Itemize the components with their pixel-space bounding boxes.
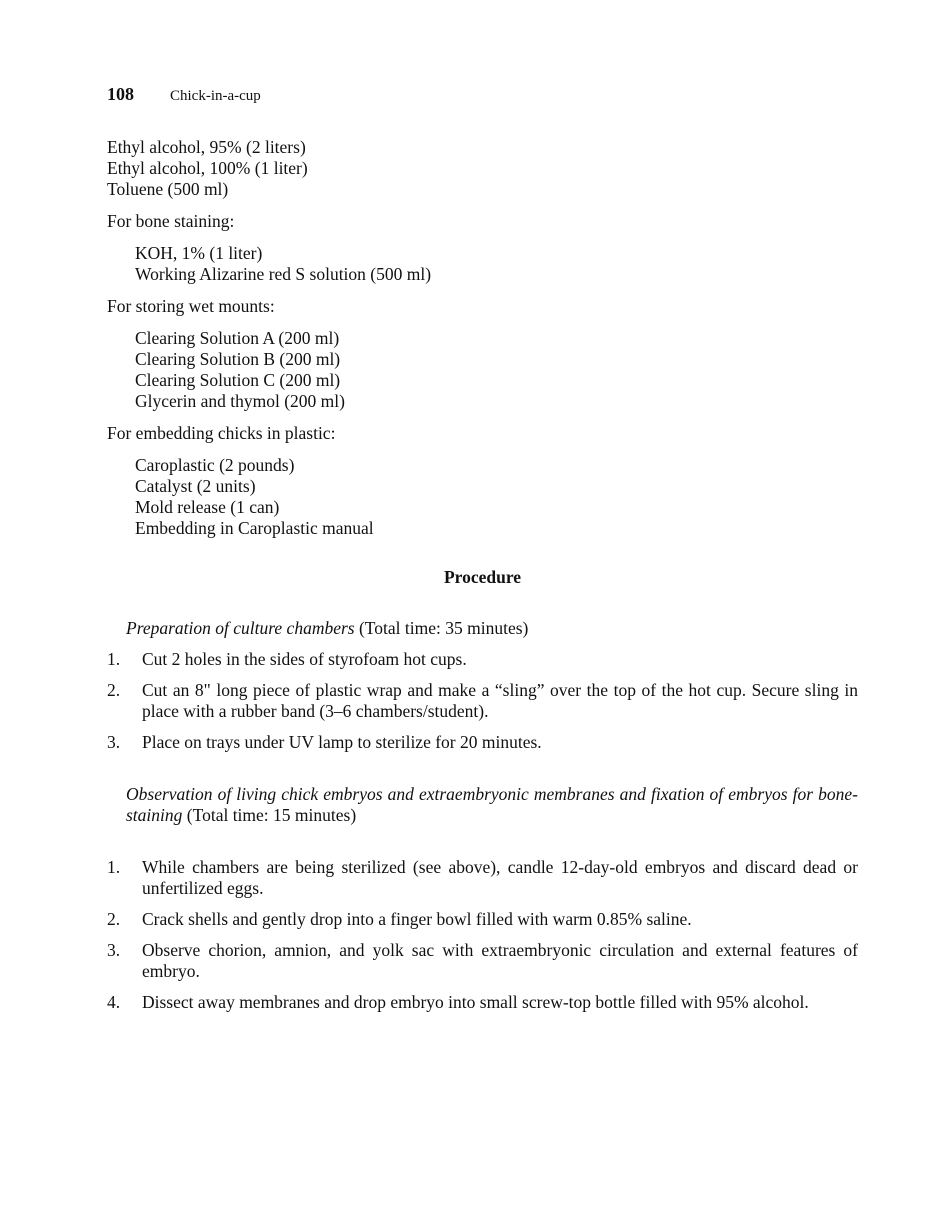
page-header [107, 84, 858, 108]
material-group-items [107, 455, 858, 539]
material-group-label: For bone staining: [107, 211, 235, 231]
section-title [107, 784, 858, 826]
step-number: 3. [107, 732, 121, 752]
material-item: Ethyl alcohol, 95% (2 liters) [107, 137, 306, 157]
material-item: Clearing Solution A (200 ml) [135, 328, 340, 348]
material-item: Clearing Solution C (200 ml) [135, 370, 341, 390]
material-item: Catalyst (2 units) [135, 476, 256, 496]
section-title-italic: Observation of living chick embryos and extraembryonic membranes and fixation of embryos for bone-staining [126, 784, 858, 825]
procedure-section [107, 618, 858, 753]
material-item: Mold release (1 can) [135, 497, 280, 517]
material-group-label: For embedding chicks in plastic: [107, 423, 336, 443]
step-text: Cut an 8" long piece of plastic wrap and make a “sling” over the top of the hot cup. Secure sling in place with a rubber band (3–6 chambers/student). [142, 680, 858, 721]
step-number: 2. [107, 909, 121, 929]
materials-list [107, 137, 858, 539]
page-number: 108 [107, 84, 134, 104]
material-item: Toluene (500 ml) [107, 179, 229, 199]
step-text: Place on trays under UV lamp to sterilize for 20 minutes. [142, 732, 542, 752]
material-group-items [107, 328, 858, 412]
material-item: Working Alizarine red S solution (500 ml) [135, 264, 432, 284]
step-text: Dissect away membranes and drop embryo into small screw-top bottle filled with 95% alcohol. [142, 992, 809, 1012]
material-item: Caroplastic (2 pounds) [135, 455, 295, 475]
procedure-steps [107, 857, 858, 1013]
step-number: 3. [107, 940, 121, 960]
material-item: Embedding in Caroplastic manual [135, 518, 374, 538]
procedure-step [107, 857, 858, 899]
section-title-italic: Preparation of culture chambers [126, 618, 355, 638]
procedure-steps [107, 649, 858, 753]
running-title: Chick-in-a-cup [170, 88, 261, 104]
procedure-step [107, 909, 858, 930]
section-title [107, 618, 858, 639]
procedure-step [107, 992, 858, 1013]
material-item: Clearing Solution B (200 ml) [135, 349, 341, 369]
material-item: Ethyl alcohol, 100% (1 liter) [107, 158, 308, 178]
material-item: Glycerin and thymol (200 ml) [135, 391, 345, 411]
step-number: 1. [107, 857, 121, 877]
material-group-items [107, 243, 858, 285]
procedure-step [107, 940, 858, 982]
step-text: Observe chorion, amnion, and yolk sac with extraembryonic circulation and external features of embryo. [142, 940, 858, 981]
procedure-step [107, 649, 858, 670]
section-title-time: (Total time: 35 minutes) [354, 618, 529, 638]
document-page [107, 84, 858, 1023]
step-text: While chambers are being sterilized (see above), candle 12-day-old embryos and discard dead or unfertilized eggs. [142, 857, 858, 898]
procedure-step [107, 680, 858, 722]
procedure-heading: Procedure [443, 567, 522, 587]
procedure-step [107, 732, 858, 753]
step-text: Crack shells and gently drop into a finger bowl filled with warm 0.85% saline. [142, 909, 692, 929]
material-item: KOH, 1% (1 liter) [135, 243, 263, 263]
step-number: 4. [107, 992, 121, 1012]
material-group-label: For storing wet mounts: [107, 296, 275, 316]
section-title-time: (Total time: 15 minutes) [182, 805, 357, 825]
step-number: 2. [107, 680, 121, 700]
step-text: Cut 2 holes in the sides of styrofoam hot cups. [142, 649, 467, 669]
step-number: 1. [107, 649, 121, 669]
procedure-section [107, 784, 858, 1013]
